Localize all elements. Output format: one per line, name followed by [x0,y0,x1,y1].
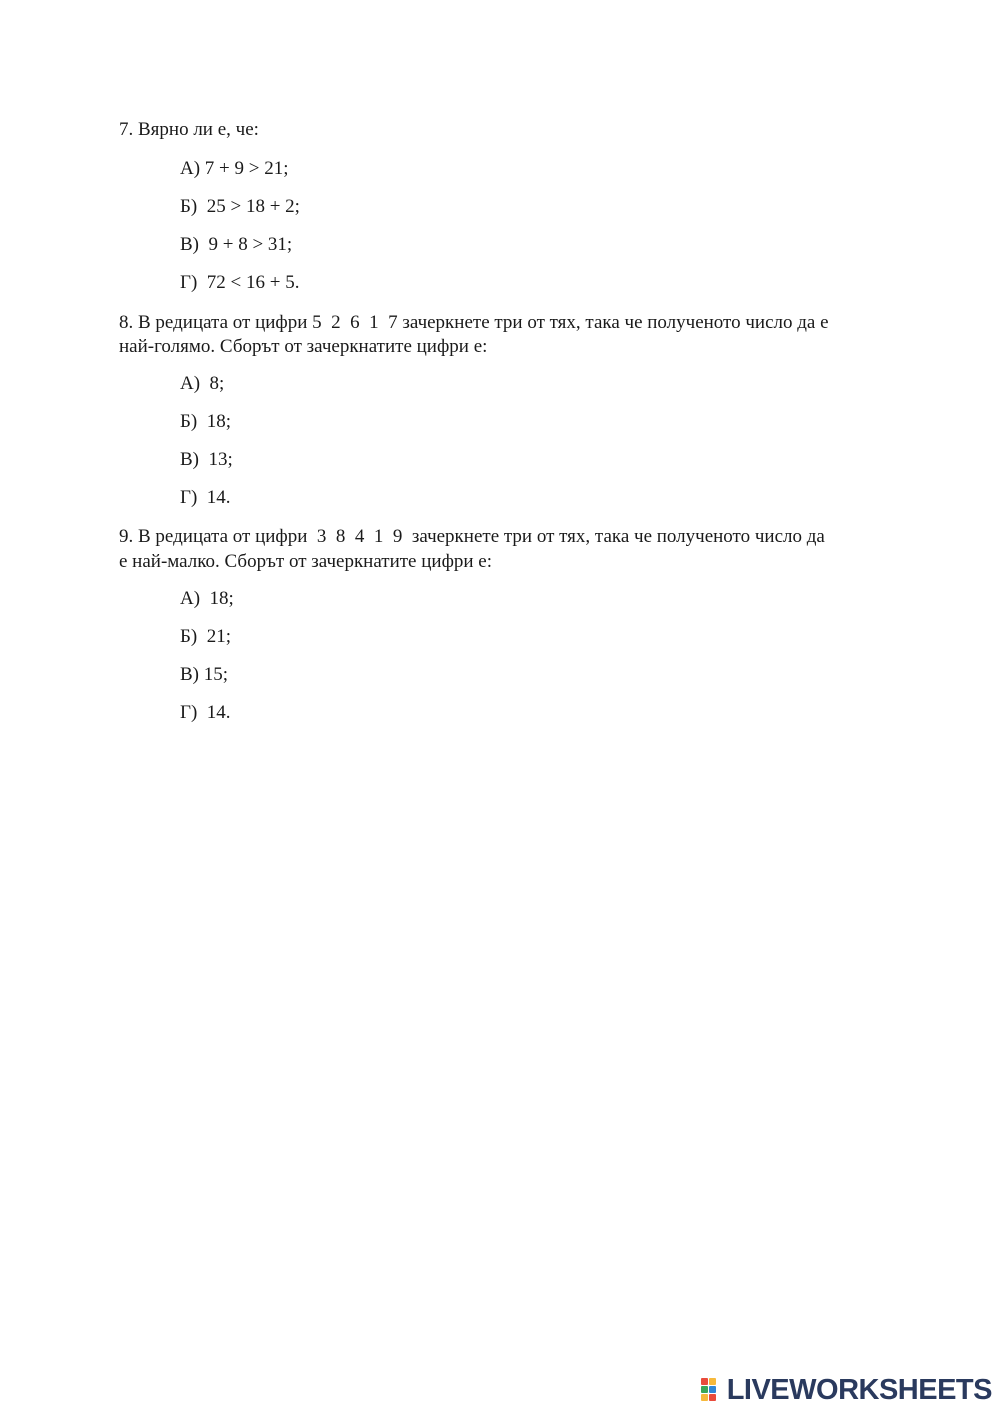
question-7-option-c: В) 9 + 8 > 31; [180,234,293,255]
question-9-text-line-1: 9. В редицата от цифри 3 8 4 1 9 зачеркнете три от тях, така че полученото число да [119,526,825,547]
question-8-option-a: А) 8; [180,373,225,394]
question-9-option-d: Г) 14. [180,702,231,723]
question-7-option-d: Г) 72 < 16 + 5. [180,272,300,293]
question-8-option-b: Б) 18; [180,411,232,432]
liveworksheets-logo[interactable] [701,1373,992,1407]
question-9-option-c: В) 15; [180,664,229,685]
question-8-text-line-1: 8. В редицата от цифри 5 2 6 1 7 зачеркнете три от тях, така че полученото число да е [119,312,829,333]
question-7-option-b: Б) 25 > 18 + 2; [180,196,300,217]
liveworksheets-logo-icon [701,1376,725,1404]
question-7-option-a: А) 7 + 9 > 21; [180,158,289,179]
question-8-option-c: В) 13; [180,449,233,470]
question-9-option-b: Б) 21; [180,626,232,647]
question-7-text: 7. Вярно ли е, че: [119,119,259,140]
question-9-text-line-2: е най-малко. Сборът от зачеркнатите цифри е: [119,551,493,572]
question-8-option-d: Г) 14. [180,487,231,508]
question-9-option-a: А) 18; [180,588,234,609]
liveworksheets-logo-text: LIVEWORKSHEETS [726,1373,992,1406]
question-8-text-line-2: най-голямо. Сборът от зачеркнатите цифри е: [119,336,488,357]
